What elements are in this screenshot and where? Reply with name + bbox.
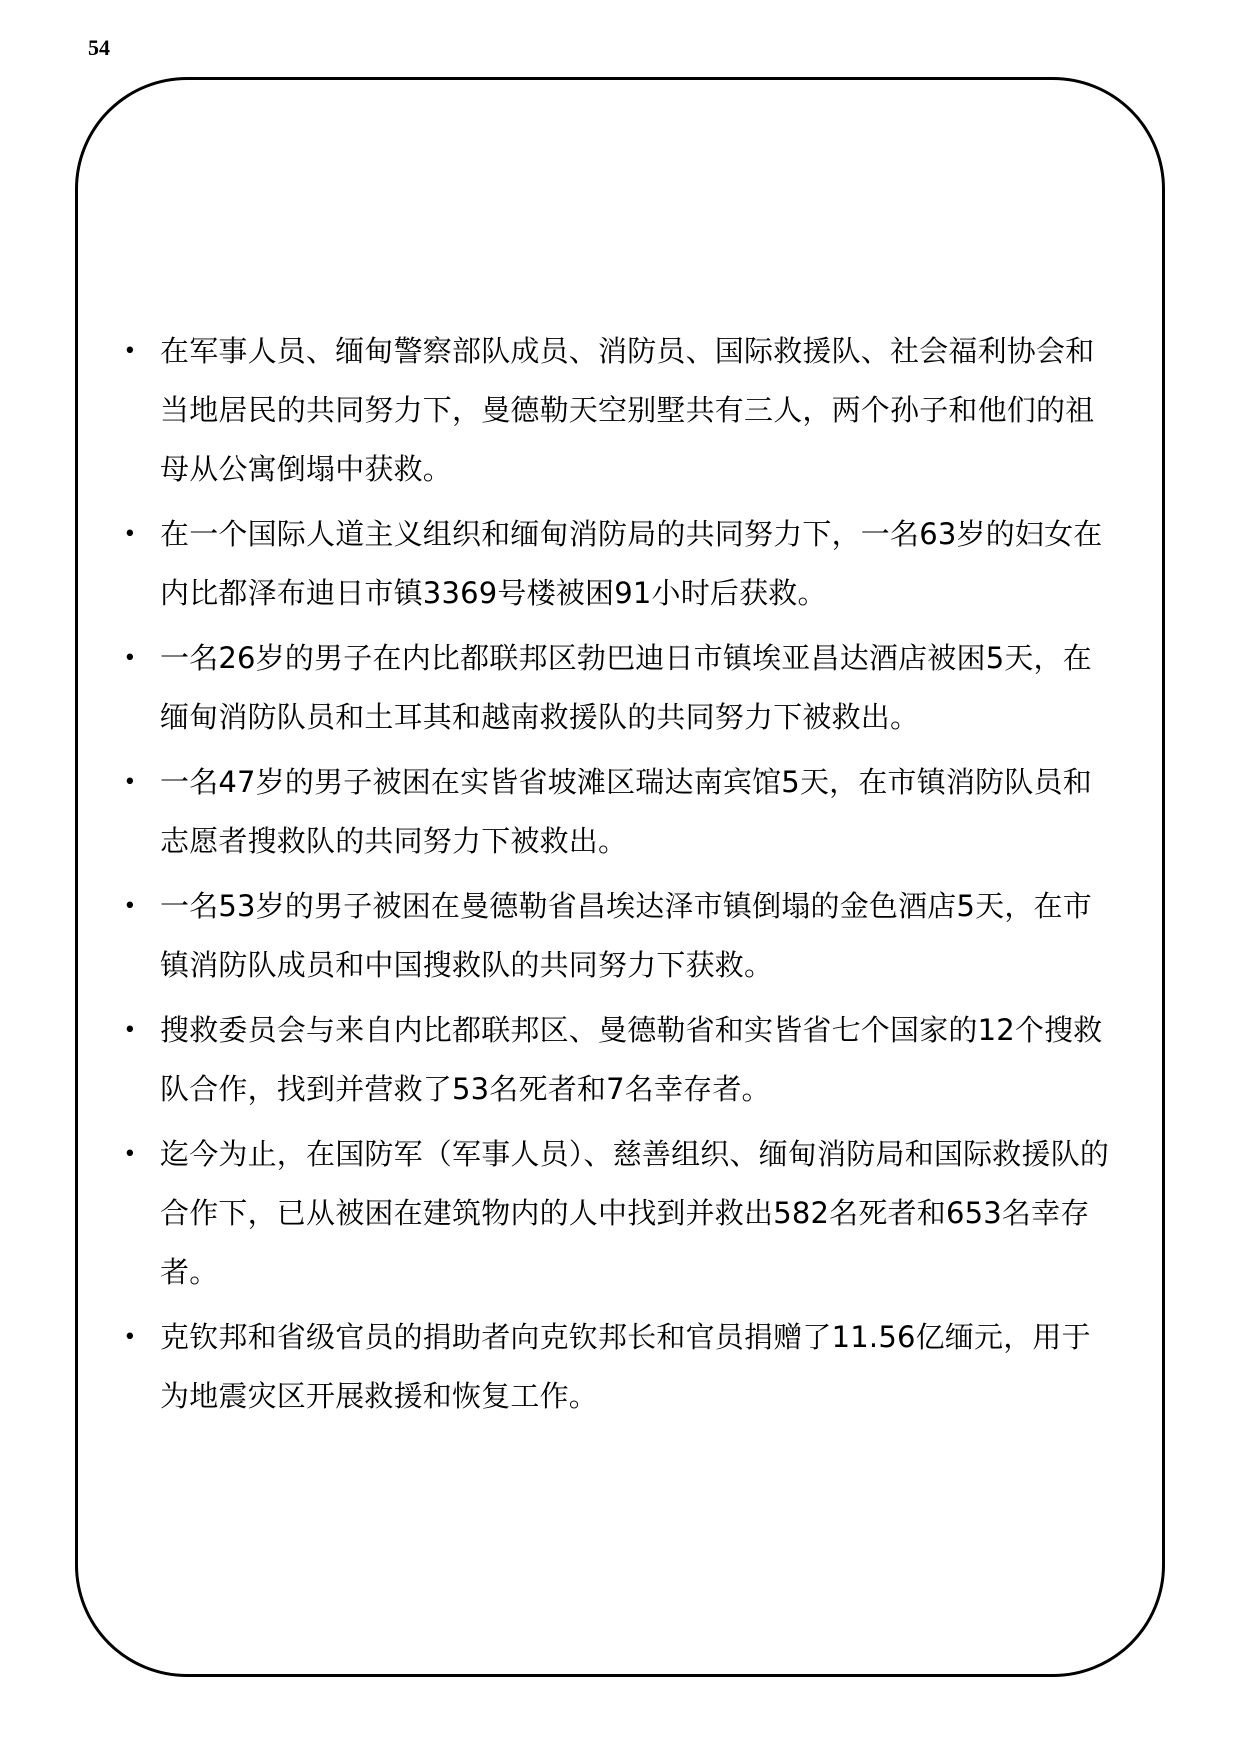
- list-item: [120, 1308, 1120, 1426]
- list-item: [120, 753, 1120, 871]
- bullet-dot-icon: •: [123, 522, 137, 547]
- list-item: [120, 1125, 1120, 1302]
- bullet-text: 在一个国际人道主义组织和缅甸消防局的共同努力下，一名63岁的妇女在内比都泽布迪日市镇3369号楼被困91小时后获救。: [160, 517, 1103, 610]
- list-item: [120, 629, 1120, 747]
- bullet-text: 克钦邦和省级官员的捐助者向克钦邦长和官员捐赠了11.56亿缅元，用于为地震灾区开展救援和恢复工作。: [160, 1320, 1091, 1413]
- bullet-text: 一名26岁的男子在内比都联邦区勃巴迪日市镇埃亚昌达酒店被困5天，在缅甸消防队员和土耳其和越南救援队的共同努力下被救出。: [160, 641, 1092, 734]
- list-item: [120, 1001, 1120, 1119]
- bullet-list: [120, 322, 1120, 1432]
- bullet-dot-icon: •: [123, 646, 137, 671]
- list-item: [120, 505, 1120, 623]
- bullet-dot-icon: •: [123, 339, 137, 364]
- bullet-dot-icon: •: [123, 894, 137, 919]
- bullet-text: 一名53岁的男子被困在曼德勒省昌埃达泽市镇倒塌的金色酒店5天，在市镇消防队成员和中国搜救队的共同努力下获救。: [160, 889, 1092, 982]
- page-number: 54: [88, 35, 110, 60]
- bullet-dot-icon: •: [123, 1142, 137, 1167]
- bullet-text: 在军事人员、缅甸警察部队成员、消防员、国际救援队、社会福利协会和当地居民的共同努力下，曼德勒天空别墅共有三人，两个孙子和他们的祖母从公寓倒塌中获救。: [160, 334, 1095, 486]
- bullet-text: 迄今为止，在国防军（军事人员）、慈善组织、缅甸消防局和国际救援队的合作下，已从被困在建筑物内的人中找到并救出582名死者和653名幸存者。: [160, 1137, 1110, 1289]
- list-item: [120, 322, 1120, 499]
- bullet-text: 一名47岁的男子被困在实皆省坡滩区瑞达南宾馆5天，在市镇消防队员和志愿者搜救队的共同努力下被救出。: [160, 765, 1092, 858]
- bullet-dot-icon: •: [123, 770, 137, 795]
- bullet-dot-icon: •: [123, 1018, 137, 1043]
- bullet-dot-icon: •: [123, 1325, 137, 1350]
- bullet-text: 搜救委员会与来自内比都联邦区、曼德勒省和实皆省七个国家的12个搜救队合作，找到并营救了53名死者和7名幸存者。: [160, 1013, 1103, 1106]
- list-item: [120, 877, 1120, 995]
